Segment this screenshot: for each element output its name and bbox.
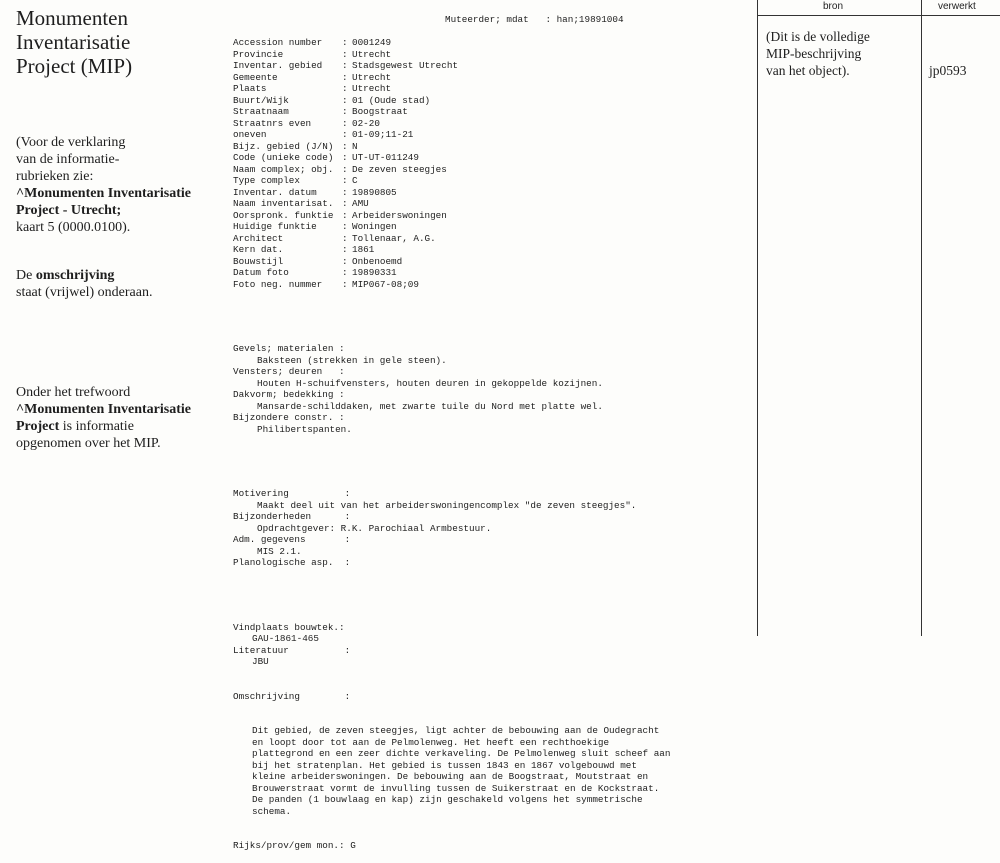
record-field-row	[233, 175, 748, 187]
field-separator: :	[342, 71, 348, 83]
note-keyword-bold: omschrijving	[35, 268, 115, 283]
field-value: AMU	[352, 198, 369, 209]
note-line: van de informatie-	[16, 152, 120, 167]
record-field-row	[233, 267, 748, 279]
field-separator: :	[342, 244, 348, 255]
field-label: Architect	[233, 232, 284, 244]
field-label: Foto neg. nummer	[233, 278, 323, 290]
field-label: Kern dat.	[233, 244, 284, 255]
field-label: Oorspronk. funktie	[233, 209, 334, 221]
record-field-row	[233, 83, 748, 95]
field-value: 19890805	[352, 186, 397, 198]
mip-record	[233, 14, 748, 863]
record-field-row	[233, 256, 748, 268]
note-keyword-bold: ^Monumenten Inventarisatie	[16, 402, 191, 417]
field-separator: :	[342, 163, 348, 175]
header-rule	[757, 15, 1000, 16]
omschrijving-label: Omschrijving :	[233, 690, 351, 702]
field-value: Onbenoemd	[352, 255, 403, 267]
field-separator: :	[342, 152, 348, 163]
field-value: 01 (Oude stad)	[352, 94, 431, 106]
record-field-row	[233, 152, 748, 164]
field-label: Type complex	[233, 175, 300, 186]
field-label: Accession number	[233, 37, 323, 48]
record-field-row	[233, 164, 748, 176]
margin-title-line: Monumenten	[16, 6, 128, 30]
mutator-value: : han;19891004	[545, 14, 624, 25]
margin-note-keyword	[16, 384, 191, 452]
section-text: Mansarde-schilddaken, met zwarte tuile du Nord met platte wel.	[257, 400, 603, 412]
field-separator: :	[342, 209, 348, 221]
verwerkt-header: verwerkt	[938, 1, 976, 12]
field-value: Arbeiderswoningen	[352, 209, 447, 221]
note-line: opgenomen over het MIP.	[16, 436, 161, 451]
margin-title	[16, 6, 216, 78]
omschrijving-line: schema.	[252, 805, 292, 817]
field-label: oneven	[233, 129, 267, 140]
field-value: Utrecht	[352, 71, 392, 83]
omschrijving-line: kleine arbeiderswoningen. De bebouwing aan de Boogstraat, Moutstraat en	[252, 771, 649, 782]
field-value: Woningen	[352, 221, 397, 232]
field-label: Naam inventarisat.	[233, 198, 334, 209]
column-divider	[757, 0, 758, 636]
note-line	[16, 267, 152, 284]
field-label: Bouwstijl	[233, 255, 284, 267]
note-keyword-bold: Project	[16, 419, 60, 434]
field-value: Stadsgewest Utrecht	[352, 60, 459, 71]
omschrijving-line: en loopt door tot aan de Pelmolenweg. Het heeft een rechthoekige	[252, 736, 610, 748]
omschrijving-text	[233, 725, 748, 817]
section-label: Vindplaats bouwtek.:	[233, 621, 345, 633]
note-text: De	[16, 268, 36, 283]
field-value: 0001249	[352, 37, 392, 48]
section-text: Houten H-schuifvensters, houten deuren in gekoppelde kozijnen.	[257, 377, 603, 389]
section-text: GAU-1861-465	[252, 633, 319, 644]
field-value: 01-09;11-21	[352, 129, 414, 140]
note-text: is informatie	[59, 419, 134, 434]
bron-text	[766, 28, 916, 79]
record-field-row	[233, 129, 748, 141]
field-separator: :	[342, 198, 348, 209]
record-field-row	[233, 106, 748, 118]
section-text: Maakt deel uit van het arbeiderswoningencomplex "de zeven steegjes".	[257, 499, 637, 511]
omschrijving-line: bij het stratenplan. Het gebied is tussen 1843 en 1867 volgebouwd met	[252, 759, 637, 771]
record-field-row	[233, 118, 748, 130]
mutator-label: Muteerder; mdat	[445, 14, 529, 25]
field-label: Buurt/Wijk	[233, 94, 289, 106]
section-text: Baksteen (strekken in gele steen).	[257, 354, 447, 366]
note-line: Onder het trefwoord	[16, 385, 131, 400]
field-separator: :	[342, 255, 348, 267]
section-text: Opdrachtgever: R.K. Parochiaal Armbestuur.	[257, 522, 492, 534]
field-separator: :	[342, 267, 348, 278]
field-label: Bijz. gebied (J/N)	[233, 140, 334, 152]
left-margin	[16, 6, 216, 451]
bron-line: van het object).	[766, 63, 850, 78]
field-value: 1861	[352, 244, 375, 255]
section-label: Bijzondere constr. :	[233, 412, 345, 423]
record-field-row	[233, 244, 748, 256]
field-label: Huidige funktie	[233, 221, 317, 232]
field-separator: :	[342, 83, 348, 94]
section-text: JBU	[252, 656, 269, 667]
field-value: C	[352, 175, 358, 186]
record-sections-construction	[233, 343, 748, 435]
omschrijving-line: Brouwerstraat vormt de invulling tussen de Suikerstraat en de Kockstraat.	[252, 782, 660, 794]
field-label: Naam complex; obj.	[233, 163, 334, 175]
field-separator: :	[342, 94, 348, 106]
bron-header: bron	[823, 1, 844, 12]
field-separator: :	[342, 232, 348, 244]
field-label: Plaats	[233, 83, 267, 94]
field-value: MIP067-08;09	[352, 278, 419, 290]
field-separator: :	[342, 48, 348, 60]
record-field-row	[233, 187, 748, 199]
field-separator: :	[342, 106, 348, 117]
field-separator: :	[342, 140, 348, 152]
record-sections-sources	[233, 622, 748, 668]
section-text: Philibertspanten.	[257, 423, 352, 435]
section-label: Bijzonderheden :	[233, 511, 351, 522]
field-value: Utrecht	[352, 83, 392, 94]
section-label: Planologische asp. :	[233, 557, 351, 568]
section-label: Dakvorm; bedekking :	[233, 389, 345, 400]
record-fields	[233, 37, 748, 290]
column-divider	[921, 0, 922, 636]
field-label: Inventar. datum	[233, 186, 317, 198]
record-sections-motivation	[233, 488, 748, 569]
field-value: Tollenaar, A.G.	[352, 232, 436, 244]
rijks-row	[233, 840, 748, 852]
field-separator: :	[342, 186, 348, 198]
section-label: Literatuur :	[233, 644, 351, 656]
section-label: Motivering :	[233, 488, 351, 499]
record-field-row	[233, 49, 748, 61]
note-reference-bold: Project - Utrecht;	[16, 203, 122, 218]
rijks-value: G	[350, 840, 356, 851]
field-separator: :	[342, 37, 348, 48]
record-field-row	[233, 233, 748, 245]
field-value: 02-20	[352, 117, 380, 129]
field-label: Inventar. gebied	[233, 60, 323, 71]
field-separator: :	[342, 278, 348, 290]
field-separator: :	[342, 117, 348, 129]
record-field-row	[233, 279, 748, 291]
field-label: Provincie	[233, 48, 284, 60]
field-label: Code (unieke code)	[233, 152, 334, 163]
record-field-row	[233, 95, 748, 107]
note-reference-bold: ^Monumenten Inventarisatie	[16, 186, 191, 201]
record-field-row	[233, 198, 748, 210]
field-value: Utrecht	[352, 48, 392, 60]
margin-note-description	[16, 267, 152, 301]
field-label: Datum foto	[233, 267, 289, 278]
field-separator: :	[342, 221, 348, 232]
record-field-row	[233, 72, 748, 84]
field-separator: :	[342, 129, 348, 140]
bron-line: (Dit is de volledige	[766, 29, 870, 44]
record-field-row	[233, 37, 748, 49]
note-line: (Voor de verklaring	[16, 135, 126, 150]
field-value: Boogstraat	[352, 106, 408, 117]
section-label: Gevels; materialen :	[233, 343, 345, 354]
field-value: 19890331	[352, 267, 397, 278]
record-field-row	[233, 60, 748, 72]
note-line: kaart 5 (0000.0100).	[16, 220, 131, 235]
margin-title-line: Project (MIP)	[16, 54, 133, 78]
field-value: N	[352, 140, 358, 152]
margin-title-line: Inventarisatie	[16, 30, 131, 54]
record-field-row	[233, 221, 748, 233]
section-text: MIS 2.1.	[257, 545, 302, 557]
field-separator: :	[342, 60, 348, 71]
field-label: Gemeente	[233, 71, 278, 83]
field-value: De zeven steegjes	[352, 163, 447, 175]
field-label: Straatnrs even	[233, 117, 312, 129]
rijks-label: Rijks/prov/gem mon.:	[233, 840, 345, 851]
verwerkt-value: jp0593	[929, 63, 967, 78]
omschrijving-line: plattegrond en een zeer dichte verkaveling. De Pelmolenweg sluit scheef aan	[252, 748, 671, 759]
margin-note-explanation	[16, 134, 191, 236]
field-label: Straatnaam	[233, 106, 289, 117]
note-line: rubrieken zie:	[16, 169, 94, 184]
field-value: UT-UT-011249	[352, 152, 419, 163]
bron-line: MIP-beschrijving	[766, 46, 862, 61]
record-field-row	[233, 141, 748, 153]
record-field-row	[233, 210, 748, 222]
note-line	[16, 418, 191, 435]
section-label: Adm. gegevens :	[233, 534, 351, 545]
note-line: staat (vrijwel) onderaan.	[16, 285, 153, 300]
omschrijving-line: De panden (1 bouwlaag en kap) zijn geschakeld volgens het symmetrische	[252, 794, 643, 805]
field-separator: :	[342, 175, 348, 186]
omschrijving-line: Dit gebied, de zeven steegjes, ligt achter de bebouwing aan de Oudegracht	[252, 725, 660, 736]
section-label: Vensters; deuren :	[233, 366, 345, 377]
